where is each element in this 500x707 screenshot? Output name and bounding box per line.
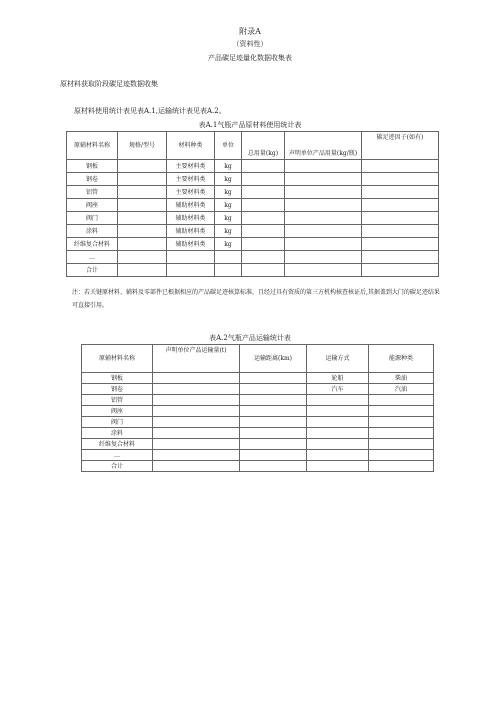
- table-row: [82, 395, 434, 406]
- material-name-cell: 钢板: [82, 373, 153, 384]
- unit-usage-cell: [285, 251, 362, 264]
- table1-header-cell: 声明单位产品用量(kg/瓶): [285, 132, 362, 160]
- spec-cell: [118, 199, 167, 212]
- transport-distance-cell: [240, 450, 307, 461]
- material-name-cell: 铝管: [82, 395, 153, 406]
- transport-volume-cell: [153, 395, 240, 406]
- transport-distance-cell: [240, 417, 307, 428]
- material-type-cell: [167, 251, 215, 264]
- material-name-cell: 阀门: [82, 417, 153, 428]
- table2-header-cell: 运输方式: [307, 345, 369, 373]
- total-usage-cell: [242, 212, 285, 225]
- unit-cell: kg: [215, 238, 242, 251]
- transport-volume-cell: [153, 406, 240, 417]
- energy-type-cell: 柴油: [369, 373, 434, 384]
- unit-cell: kg: [215, 225, 242, 238]
- unit-cell: kg: [215, 186, 242, 199]
- transport-volume-cell: [153, 417, 240, 428]
- spec-cell: [118, 212, 167, 225]
- carbon-factor-cell: [362, 212, 439, 225]
- transport-mode-cell: 轮船: [307, 373, 369, 384]
- carbon-factor-cell: [362, 264, 439, 277]
- material-type-cell: 辅助材料类: [167, 199, 215, 212]
- material-name-cell: 纤维复合材料: [67, 238, 118, 251]
- carbon-factor-cell: [362, 186, 439, 199]
- material-name-cell: 阀座: [82, 406, 153, 417]
- total-usage-cell: [242, 199, 285, 212]
- unit-cell: [215, 251, 242, 264]
- transport-volume-cell: [153, 384, 240, 395]
- transport-volume-cell: [153, 450, 240, 461]
- carbon-factor-cell: [362, 199, 439, 212]
- transport-mode-cell: [307, 406, 369, 417]
- table1-note: 注：若关键原材料、辅料及零部件已根据相应的产品碳足迹核算标准，且经过具有资质的第三方机构核查核证后,其据盖到大门的碳足迹结果可直接引用。: [72, 289, 440, 309]
- transport-volume-cell: [153, 461, 240, 472]
- table-row: [82, 461, 434, 472]
- table-row: [67, 212, 439, 225]
- table-row: [82, 373, 434, 384]
- transport-mode-cell: [307, 439, 369, 450]
- energy-type-cell: 汽油: [369, 384, 434, 395]
- table-row: [67, 264, 439, 277]
- table1-header-row: [67, 132, 439, 160]
- unit-usage-cell: [285, 199, 362, 212]
- material-type-cell: 辅助材料类: [167, 212, 215, 225]
- material-name-cell: 钢卷: [82, 384, 153, 395]
- table2-header-row: [82, 345, 434, 373]
- material-type-cell: [167, 264, 215, 277]
- table2-header-cell: 运输距离(km): [240, 345, 307, 373]
- energy-type-cell: [369, 406, 434, 417]
- unit-cell: [215, 264, 242, 277]
- unit-usage-cell: [285, 186, 362, 199]
- transport-table: [81, 344, 434, 472]
- section-title: 原材料获取阶段碳足迹数据收集: [60, 80, 158, 88]
- total-usage-cell: [242, 251, 285, 264]
- total-usage-cell: [242, 173, 285, 186]
- material-name-cell: 涂料: [82, 428, 153, 439]
- energy-type-cell: [369, 439, 434, 450]
- transport-distance-cell: [240, 439, 307, 450]
- unit-cell: kg: [215, 199, 242, 212]
- unit-usage-cell: [285, 212, 362, 225]
- spec-cell: [118, 160, 167, 173]
- total-usage-cell: [242, 160, 285, 173]
- carbon-factor-cell: [362, 225, 439, 238]
- unit-cell: kg: [215, 160, 242, 173]
- transport-volume-cell: [153, 373, 240, 384]
- transport-distance-cell: [240, 406, 307, 417]
- energy-type-cell: [369, 395, 434, 406]
- spec-cell: [118, 251, 167, 264]
- material-name-cell: …: [82, 450, 153, 461]
- table-row: [67, 251, 439, 264]
- raw-material-table: [66, 131, 439, 277]
- transport-distance-cell: [240, 373, 307, 384]
- transport-mode-cell: [307, 395, 369, 406]
- spec-cell: [118, 238, 167, 251]
- material-name-cell: 钢板: [67, 160, 118, 173]
- energy-type-cell: [369, 428, 434, 439]
- transport-mode-cell: 汽车: [307, 384, 369, 395]
- table-row: [67, 186, 439, 199]
- carbon-factor-cell: [362, 251, 439, 264]
- unit-cell: kg: [215, 212, 242, 225]
- total-usage-cell: [242, 264, 285, 277]
- table-row: [67, 173, 439, 186]
- material-name-cell: …: [67, 251, 118, 264]
- table-row: [67, 238, 439, 251]
- carbon-factor-cell: [362, 238, 439, 251]
- table2-header-cell: 原辅材料名称: [82, 345, 153, 373]
- appendix-title: 产品碳足迹量化数据收集表: [208, 54, 292, 62]
- material-type-cell: 主要材料类: [167, 173, 215, 186]
- table-row: [82, 417, 434, 428]
- unit-usage-cell: [285, 264, 362, 277]
- transport-distance-cell: [240, 384, 307, 395]
- transport-volume-cell: [153, 439, 240, 450]
- spec-cell: [118, 264, 167, 277]
- transport-mode-cell: [307, 450, 369, 461]
- energy-type-cell: [369, 450, 434, 461]
- material-name-cell: 合计: [82, 461, 153, 472]
- energy-type-cell: [369, 461, 434, 472]
- table-row: [67, 160, 439, 173]
- unit-usage-cell: [285, 173, 362, 186]
- appendix-label: 附录A: [239, 27, 261, 36]
- unit-usage-cell: [285, 238, 362, 251]
- table1-header-cell: 材料种类: [167, 132, 215, 160]
- carbon-factor-cell: [362, 160, 439, 173]
- material-name-cell: 纤维复合材料: [82, 439, 153, 450]
- carbon-factor-cell: [362, 173, 439, 186]
- transport-distance-cell: [240, 461, 307, 472]
- material-name-cell: 铝管: [67, 186, 118, 199]
- material-type-cell: 主要材料类: [167, 160, 215, 173]
- transport-distance-cell: [240, 428, 307, 439]
- unit-usage-cell: [285, 160, 362, 173]
- energy-type-cell: [369, 417, 434, 428]
- table1-header-cell: 总用量(kg): [242, 132, 285, 160]
- transport-mode-cell: [307, 461, 369, 472]
- total-usage-cell: [242, 238, 285, 251]
- table-row: [82, 450, 434, 461]
- material-name-cell: 阀座: [67, 199, 118, 212]
- total-usage-cell: [242, 225, 285, 238]
- table1-header-cell: 原辅材料名称: [67, 132, 118, 160]
- table-row: [82, 439, 434, 450]
- intro-text: 原材料使用统计表见表A.1,运输统计表见表A.2。: [74, 107, 226, 115]
- table1-header-cell: 单位: [215, 132, 242, 160]
- material-name-cell: 涂料: [67, 225, 118, 238]
- table1-caption: 表A.1气瓶产品原材料使用统计表: [198, 121, 302, 129]
- transport-distance-cell: [240, 395, 307, 406]
- material-name-cell: 钢卷: [67, 173, 118, 186]
- spec-cell: [118, 225, 167, 238]
- table2-header-cell: 能源种类: [369, 345, 434, 373]
- material-type-cell: 主要材料类: [167, 186, 215, 199]
- table-row: [82, 406, 434, 417]
- table1-header-cell: 碳足迹因子(如有): [362, 132, 439, 160]
- material-type-cell: 辅助材料类: [167, 225, 215, 238]
- table-row: [82, 428, 434, 439]
- spec-cell: [118, 186, 167, 199]
- table-row: [67, 225, 439, 238]
- table2-caption: 表A.2气瓶产品运输统计表: [209, 334, 291, 342]
- transport-volume-cell: [153, 428, 240, 439]
- table2-header-cell: 声明单位产品运输量(t): [153, 345, 240, 373]
- unit-usage-cell: [285, 225, 362, 238]
- transport-mode-cell: [307, 417, 369, 428]
- material-type-cell: 辅助材料类: [167, 238, 215, 251]
- table-row: [82, 384, 434, 395]
- transport-mode-cell: [307, 428, 369, 439]
- spec-cell: [118, 173, 167, 186]
- table-row: [67, 199, 439, 212]
- unit-cell: kg: [215, 173, 242, 186]
- total-usage-cell: [242, 186, 285, 199]
- appendix-nature: （资料性）: [232, 40, 268, 48]
- table1-header-cell: 规格/型号: [118, 132, 167, 160]
- material-name-cell: 合计: [67, 264, 118, 277]
- material-name-cell: 阀门: [67, 212, 118, 225]
